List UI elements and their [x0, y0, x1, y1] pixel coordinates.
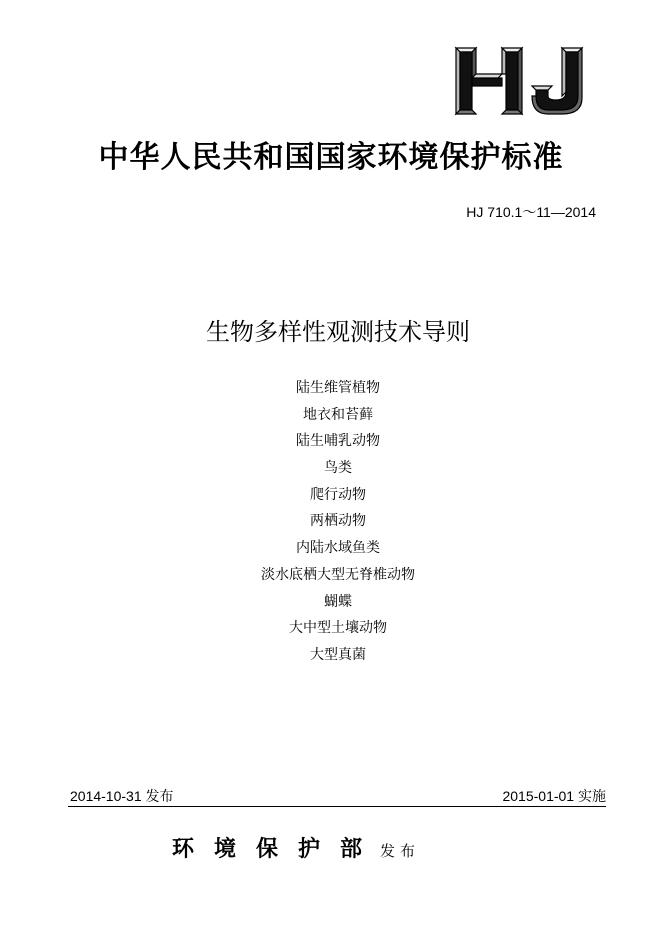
list-item: 陆生维管植物	[296, 380, 380, 396]
list-item: 爬行动物	[310, 486, 366, 503]
list-item: 蝴蝶	[324, 593, 352, 610]
list-item: 地衣和苔藓	[303, 406, 373, 423]
issued-label: 发布	[380, 842, 421, 860]
divider	[68, 806, 606, 807]
standard-title: 中华人民共和国国家环境保护标准	[98, 140, 564, 175]
date-row	[70, 786, 606, 806]
document-title: 生物多样性观测技术导则	[206, 318, 470, 346]
list-item: 内陆水域鱼类	[296, 540, 380, 557]
list-item: 大型真菌	[310, 646, 366, 663]
list-item: 淡水底栖大型无脊椎动物	[261, 566, 415, 583]
standard-number: HJ 710.1～11—2014	[466, 204, 596, 220]
release-date: 2014-10-31 发布	[70, 788, 174, 804]
list-item: 两栖动物	[310, 513, 366, 530]
parts-list	[0, 378, 662, 672]
list-item: 鸟类	[324, 460, 352, 477]
hj-logo-icon	[452, 40, 592, 122]
publisher-line	[172, 832, 420, 863]
publisher-name: 环境保护部	[172, 836, 383, 862]
list-item: 大中型土壤动物	[289, 620, 387, 637]
effective-date: 2015-01-01 实施	[502, 788, 606, 804]
list-item: 陆生哺乳动物	[296, 433, 380, 450]
